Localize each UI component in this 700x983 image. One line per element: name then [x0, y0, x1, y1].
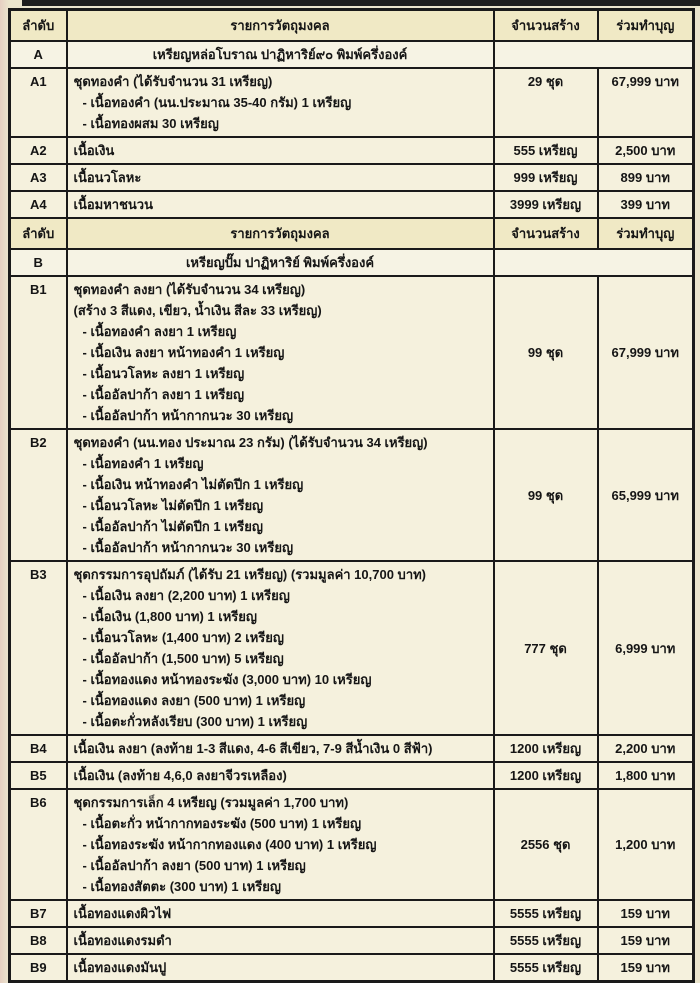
- item-detail-line: (สร้าง 3 สีแดง, เขียว, น้ำเงิน สีละ 33 เหรียญ): [73, 303, 322, 318]
- item-description-cell: [67, 735, 494, 762]
- column-header-qty: จำนวนสร้าง: [494, 10, 598, 42]
- item-number: B2: [10, 429, 67, 561]
- section-row-A: [10, 41, 694, 68]
- item-title-line: เนื้อทองแดงมันปู: [73, 960, 167, 975]
- quantity-made: 99 ชุด: [494, 276, 598, 429]
- quantity-made: 1200 เหรียญ: [494, 735, 598, 762]
- item-detail-line: - เนื้ออัลปาก้า (1,500 บาท) 5 เหรียญ: [82, 651, 284, 666]
- item-detail-line: - เนื้อนวโลหะ ลงยา 1 เหรียญ: [82, 366, 245, 381]
- item-number: B3: [10, 561, 67, 735]
- item-description-cell: [67, 762, 494, 789]
- item-title-line: ชุดทองคำ (ได้รับจำนวน 31 เหรียญ): [73, 74, 273, 89]
- item-number: A2: [10, 137, 67, 164]
- item-description-cell: [67, 164, 494, 191]
- item-title-line: เนื้อนวโลหะ: [73, 170, 142, 185]
- column-header-no: ลำดับ: [10, 218, 67, 249]
- item-description-cell: [67, 927, 494, 954]
- column-header-item: รายการวัตถุมงคล: [67, 218, 494, 249]
- donation-amount: 159 บาท: [598, 900, 694, 927]
- item-title-line: เนื้อเงิน: [73, 143, 115, 158]
- donation-amount: 1,200 บาท: [598, 789, 694, 900]
- item-detail-line: - เนื้ออัลปาก้า ลงยา 1 เหรียญ: [82, 387, 245, 402]
- item-row-B7: [10, 900, 694, 927]
- section-letter: A: [10, 41, 67, 68]
- amulet-price-table: [8, 8, 695, 983]
- item-title-line: เนื้อเงิน ลงยา (ลงท้าย 1-3 สีแดง, 4-6 สีเขียว, 7-9 สีน้ำเงิน 0 สีฟ้า): [73, 741, 433, 756]
- item-row-B6: [10, 789, 694, 900]
- column-header-qty: จำนวนสร้าง: [494, 218, 598, 249]
- column-header-no: ลำดับ: [10, 10, 67, 42]
- item-detail-line: - เนื้อเงิน ลงยา หน้าทองคำ 1 เหรียญ: [82, 345, 285, 360]
- donation-amount: 6,999 บาท: [598, 561, 694, 735]
- donation-amount: 399 บาท: [598, 191, 694, 218]
- item-detail-line: - เนื้อตะกั่วหลังเรียบ (300 บาท) 1 เหรียญ: [82, 714, 308, 729]
- item-description-cell: [67, 561, 494, 735]
- quantity-made: 5555 เหรียญ: [494, 954, 598, 982]
- item-number: B6: [10, 789, 67, 900]
- item-description-cell: [67, 954, 494, 982]
- quantity-made: 29 ชุด: [494, 68, 598, 137]
- item-row-B9: [10, 954, 694, 982]
- donation-amount: 2,200 บาท: [598, 735, 694, 762]
- item-detail-line: - เนื้อเงิน ลงยา (2,200 บาท) 1 เหรียญ: [82, 588, 290, 603]
- table-body: [10, 10, 694, 982]
- donation-amount: 67,999 บาท: [598, 68, 694, 137]
- item-number: B8: [10, 927, 67, 954]
- item-row-B2: [10, 429, 694, 561]
- item-detail-line: - เนื้ออัลปาก้า หน้ากากนวะ 30 เหรียญ: [82, 408, 294, 423]
- item-number: B7: [10, 900, 67, 927]
- item-description-cell: [67, 429, 494, 561]
- item-row-B3: [10, 561, 694, 735]
- item-detail-line: - เนื้อทองระฆัง หน้ากากทองแดง (400 บาท) 1 เหรียญ: [82, 837, 377, 852]
- section-row-B: [10, 249, 694, 276]
- section-empty-cell: [494, 249, 694, 276]
- section-title: เหรียญปั๊ม ปาฏิหาริย์ พิมพ์ครึ่งองค์: [67, 249, 494, 276]
- item-number: A1: [10, 68, 67, 137]
- item-title-line: ชุดทองคำ (นน.ทอง ประมาณ 23 กรัม) (ได้รับจำนวน 34 เหรียญ): [73, 435, 428, 450]
- item-row-A3: [10, 164, 694, 191]
- quantity-made: 1200 เหรียญ: [494, 762, 598, 789]
- quantity-made: 555 เหรียญ: [494, 137, 598, 164]
- section-empty-cell: [494, 41, 694, 68]
- item-detail-line: - เนื้ออัลปาก้า ไม่ตัดปีก 1 เหรียญ: [82, 519, 263, 534]
- item-detail-line: - เนื้อนวโลหะ ไม่ตัดปีก 1 เหรียญ: [82, 498, 264, 513]
- item-detail-line: - เนื้อทองคำ 1 เหรียญ: [82, 456, 204, 471]
- item-description-cell: [67, 137, 494, 164]
- item-row-A2: [10, 137, 694, 164]
- item-description-cell: [67, 900, 494, 927]
- quantity-made: 2556 ชุด: [494, 789, 598, 900]
- quantity-made: 777 ชุด: [494, 561, 598, 735]
- item-detail-line: - เนื้ออัลปาก้า หน้ากากนวะ 30 เหรียญ: [82, 540, 294, 555]
- item-description-cell: [67, 191, 494, 218]
- item-detail-line: - เนื้อนวโลหะ (1,400 บาท) 2 เหรียญ: [82, 630, 284, 645]
- item-detail-line: - เนื้อทองแดง ลงยา (500 บาท) 1 เหรียญ: [82, 693, 306, 708]
- item-detail-line: - เนื้อทองคำ ลงยา 1 เหรียญ: [82, 324, 237, 339]
- item-row-A1: [10, 68, 694, 137]
- item-description-cell: [67, 789, 494, 900]
- item-detail-line: - เนื้อเงิน (1,800 บาท) 1 เหรียญ: [82, 609, 257, 624]
- quantity-made: 5555 เหรียญ: [494, 900, 598, 927]
- scan-edge-artifact: [22, 0, 700, 6]
- item-detail-line: - เนื้ออัลปาก้า ลงยา (500 บาท) 1 เหรียญ: [82, 858, 306, 873]
- donation-amount: 2,500 บาท: [598, 137, 694, 164]
- item-detail-line: - เนื้อเงิน หน้าทองคำ ไม่ตัดปีก 1 เหรียญ: [82, 477, 304, 492]
- item-title-line: ชุดกรรมการเล็ก 4 เหรียญ (รวมมูลค่า 1,700 บาท): [73, 795, 349, 810]
- item-number: A4: [10, 191, 67, 218]
- table-header-row: [10, 10, 694, 42]
- donation-amount: 159 บาท: [598, 927, 694, 954]
- quantity-made: 99 ชุด: [494, 429, 598, 561]
- quantity-made: 999 เหรียญ: [494, 164, 598, 191]
- quantity-made: 5555 เหรียญ: [494, 927, 598, 954]
- donation-amount: 67,999 บาท: [598, 276, 694, 429]
- item-row-B4: [10, 735, 694, 762]
- item-number: B5: [10, 762, 67, 789]
- column-header-item: รายการวัตถุมงคล: [67, 10, 494, 42]
- item-title-line: เนื้อทองแดงรมดำ: [73, 933, 172, 948]
- section-title: เหรียญหล่อโบราณ ปาฏิหาริย์๙๐ พิมพ์ครึ่งองค์: [67, 41, 494, 68]
- table-header-row: [10, 218, 694, 249]
- item-number: B1: [10, 276, 67, 429]
- item-title-line: เนื้อมหาชนวน: [73, 197, 153, 212]
- item-number: B4: [10, 735, 67, 762]
- item-detail-line: - เนื้อทองสัตตะ (300 บาท) 1 เหรียญ: [82, 879, 281, 894]
- donation-amount: 1,800 บาท: [598, 762, 694, 789]
- column-header-price: ร่วมทำบุญ: [598, 218, 694, 249]
- quantity-made: 3999 เหรียญ: [494, 191, 598, 218]
- item-detail-line: - เนื้อทองแดง หน้าทองระฆัง (3,000 บาท) 10 เหรียญ: [82, 672, 372, 687]
- item-description-cell: [67, 276, 494, 429]
- item-row-B5: [10, 762, 694, 789]
- donation-amount: 899 บาท: [598, 164, 694, 191]
- item-row-B1: [10, 276, 694, 429]
- item-detail-line: - เนื้อตะกั่ว หน้ากากทองระฆัง (500 บาท) 1 เหรียญ: [82, 816, 362, 831]
- item-title-line: เนื้อทองแดงผิวไฟ: [73, 906, 172, 921]
- column-header-price: ร่วมทำบุญ: [598, 10, 694, 42]
- item-description-cell: [67, 68, 494, 137]
- donation-amount: 65,999 บาท: [598, 429, 694, 561]
- item-detail-line: - เนื้อทองผสม 30 เหรียญ: [82, 116, 219, 131]
- item-title-line: ชุดกรรมการอุปถัมภ์ (ได้รับ 21 เหรียญ) (รวมมูลค่า 10,700 บาท): [73, 567, 427, 582]
- item-row-A4: [10, 191, 694, 218]
- item-row-B8: [10, 927, 694, 954]
- donation-amount: 159 บาท: [598, 954, 694, 982]
- item-number: A3: [10, 164, 67, 191]
- item-title-line: เนื้อเงิน (ลงท้าย 4,6,0 ลงยาจีวรเหลือง): [73, 768, 287, 783]
- item-title-line: ชุดทองคำ ลงยา (ได้รับจำนวน 34 เหรียญ): [73, 282, 306, 297]
- item-number: B9: [10, 954, 67, 982]
- item-detail-line: - เนื้อทองคำ (นน.ประมาณ 35-40 กรัม) 1 เหรียญ: [82, 95, 352, 110]
- section-letter: B: [10, 249, 67, 276]
